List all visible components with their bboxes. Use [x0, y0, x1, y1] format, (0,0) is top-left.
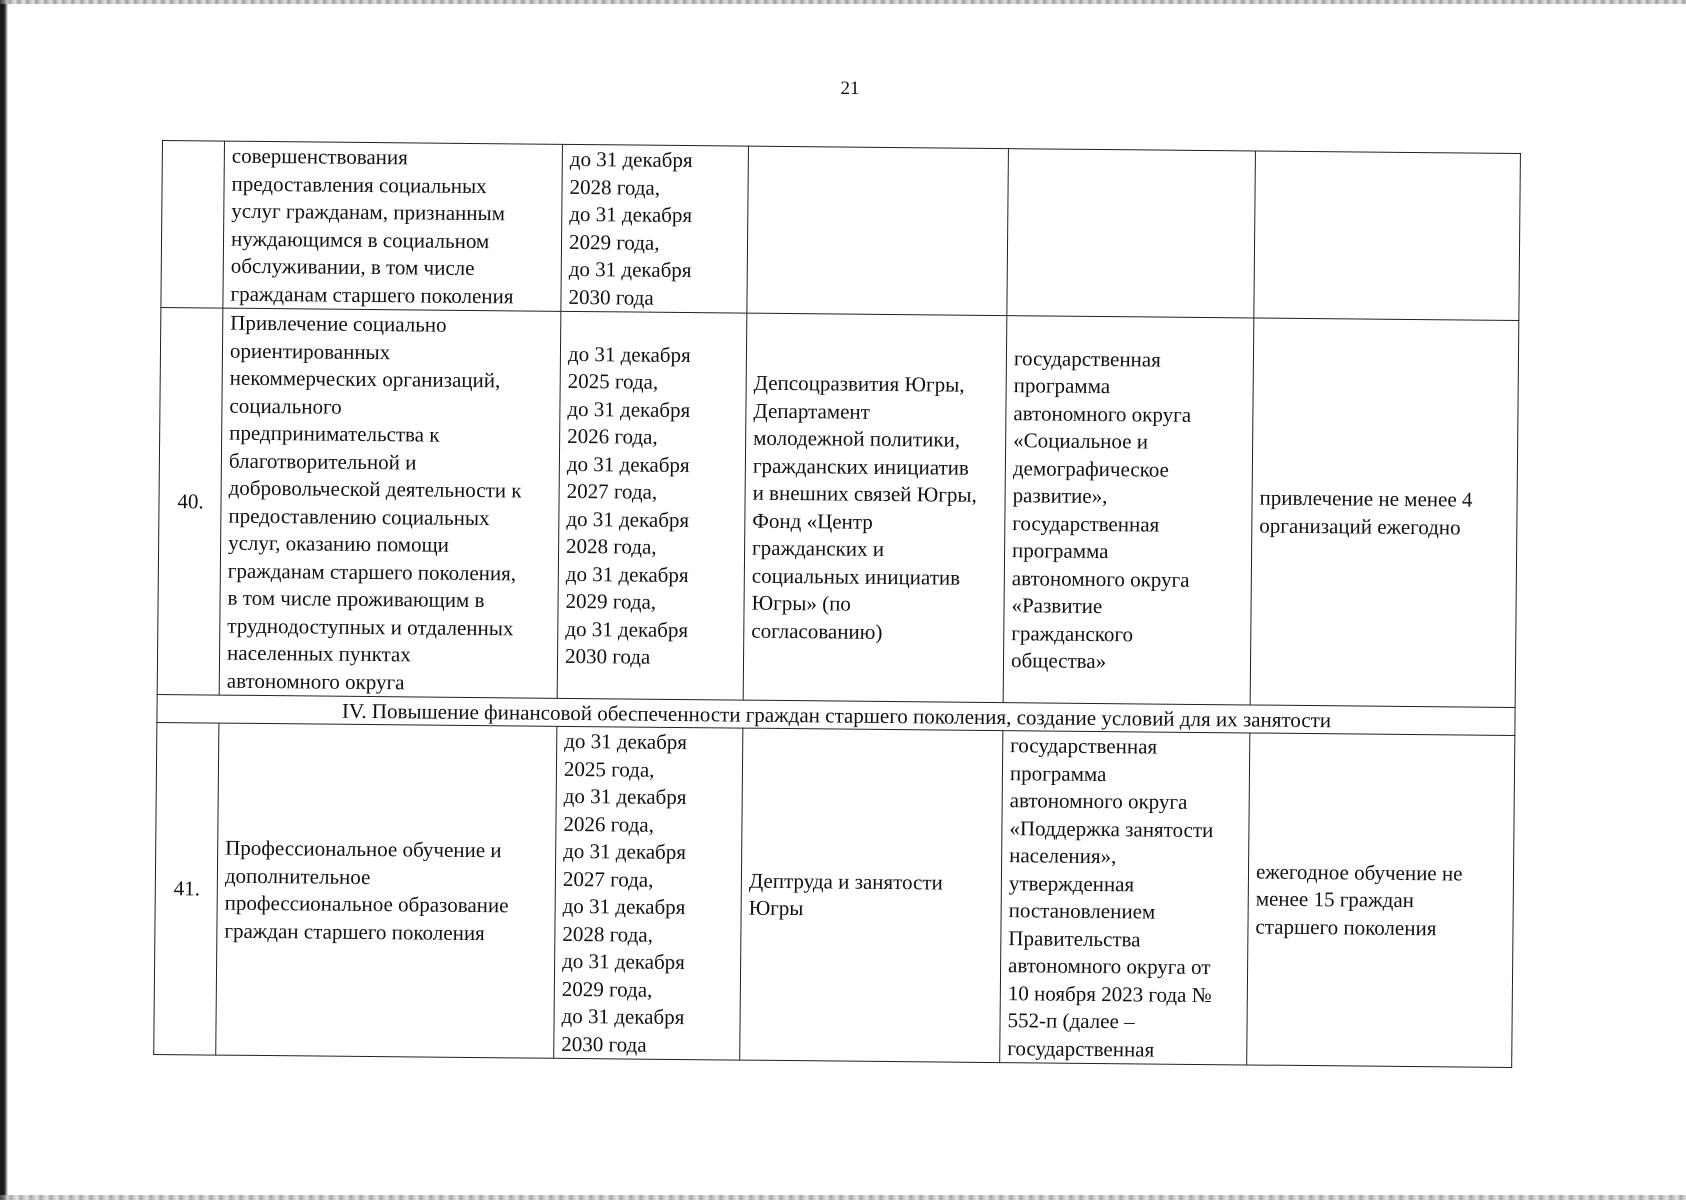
cell-text-line: организаций ежегодно — [1259, 513, 1461, 539]
executor-cell — [740, 728, 1003, 1062]
executor-cell — [747, 146, 1009, 315]
cell-text-line: 2028 года, — [569, 174, 661, 200]
cell-text-line: демографическое — [1012, 455, 1170, 482]
cell-text-line: до 31 декабря — [568, 256, 692, 283]
cell-text-line: 10 ноября 2023 года № — [1007, 980, 1212, 1007]
cell-text-line: до 31 декабря — [567, 396, 691, 422]
cell-text-line: граждан старшего поколения — [224, 918, 485, 945]
action-cell — [223, 141, 563, 311]
cell-text-line: государственная — [1013, 345, 1161, 372]
cell-text-line: в том числе проживающим в — [227, 585, 485, 613]
program-cell — [1007, 149, 1256, 318]
table-row — [157, 307, 1519, 707]
cell-text-line: социального — [229, 393, 342, 419]
cell-text-line: Департамент — [753, 398, 871, 424]
cell-text-line: услуг, оказанию помощи — [228, 530, 450, 557]
cell-text-line: социальных инициатив — [751, 563, 961, 590]
action-cell — [219, 308, 561, 698]
cell-text-line: 2026 года, — [567, 423, 658, 449]
cell-text-line: автономного округа — [226, 668, 405, 694]
scan-edge-bottom — [0, 1195, 1686, 1200]
cell-text-line: Югры — [748, 895, 804, 921]
cell-text-line: «Социальное и — [1013, 428, 1149, 454]
cell-text-line: до 31 декабря — [561, 1003, 685, 1030]
cell-text-line: населения», — [1009, 843, 1117, 869]
cell-text-line: 2028 года, — [566, 533, 657, 559]
cell-text-line: нуждающимся в социальном — [230, 226, 490, 253]
cell-text-line: программа — [1013, 373, 1111, 399]
cell-text-line: населенных пунктах — [226, 640, 411, 667]
cell-text-line: «Развитие — [1011, 593, 1103, 619]
cell-text-line: предоставлению социальных — [228, 503, 490, 530]
section-title: IV. Повышение финансовой обеспеченности граждан старшего поколения, создание условий для их занятости — [157, 694, 1515, 735]
cell-text-line: 2027 года, — [566, 478, 658, 504]
page-number: 21 — [840, 78, 860, 99]
action-plan-table — [153, 140, 1521, 1068]
cell-text-line: молодежной политики, — [753, 425, 961, 452]
cell-text-line: 2029 года, — [568, 229, 660, 255]
cell-text-line: 2026 года, — [563, 811, 655, 837]
table-row — [154, 722, 1515, 1067]
cell-text-line: гражданам старшего поколения, — [227, 558, 517, 585]
cell-text-line: услуг гражданам, признанным — [231, 198, 506, 226]
cell-text-line: автономного округа — [1009, 788, 1188, 814]
cell-text-line: 2030 года — [561, 1031, 647, 1057]
cell-text-line: 2027 года, — [562, 866, 654, 892]
cell-text-line: ориентированных — [229, 338, 391, 364]
cell-text-line: 2025 года, — [563, 756, 655, 782]
cell-text-line: дополнительное — [224, 863, 371, 889]
cell-text-line: до 31 декабря — [569, 201, 693, 228]
cell-text-line: Депсоцразвития Югры, — [753, 370, 965, 397]
scan-edge-left — [0, 0, 8, 1200]
cell-text-line: 552-п (далее – — [1007, 1008, 1135, 1034]
cell-text-line: 2030 года — [564, 643, 651, 669]
cell-text-line: добровольческой деятельности к — [228, 475, 522, 503]
cell-text-line: предпринимательства к — [229, 420, 440, 447]
table-row — [161, 141, 1521, 321]
cell-text-line: 2029 года, — [561, 976, 653, 1002]
cell-text-line: Фонд «Центр — [752, 508, 873, 534]
deadline-cell — [557, 311, 747, 700]
cell-text-line: до 31 декабря — [562, 893, 686, 920]
cell-text-line: до 31 декабря — [566, 451, 690, 477]
cell-text-line: до 31 декабря — [565, 616, 689, 642]
cell-text-line: привлечение не менее 4 — [1259, 485, 1473, 512]
cell-text-line: государственная — [1007, 1035, 1155, 1062]
row-number — [161, 141, 225, 309]
result-cell — [1254, 151, 1521, 321]
cell-text-line: государственная — [1010, 733, 1158, 759]
cell-text-line: гражданского — [1011, 620, 1134, 646]
scan-edge-top — [0, 0, 1686, 4]
cell-text-line: программа — [1009, 760, 1107, 786]
cell-text-line: благотворительной и — [228, 448, 417, 474]
cell-text-line: профессиональное образование — [224, 890, 509, 918]
cell-text-line: обслуживании, в том числе — [230, 253, 475, 281]
cell-text-line: постановлением — [1008, 898, 1156, 924]
cell-text-line: 2028 года, — [562, 921, 654, 947]
row-number: 40. — [157, 307, 223, 695]
cell-text-line: программа — [1011, 538, 1109, 564]
deadline-cell — [561, 144, 749, 313]
cell-text-line: менее 15 граждан — [1255, 886, 1415, 913]
action-cell — [216, 723, 557, 1058]
program-cell — [1003, 316, 1254, 705]
cell-text-line: Привлечение социально — [230, 310, 447, 337]
cell-text-line: «Поддержка занятости — [1009, 815, 1214, 842]
cell-text-line: автономного округа от — [1008, 953, 1211, 980]
cell-text-line: Профессиональное обучение и — [225, 835, 502, 863]
cell-text-line: 2025 года, — [567, 368, 659, 394]
cell-text-line: старшего поколения — [1255, 914, 1437, 941]
cell-text-line: 2030 года — [568, 284, 654, 310]
cell-text-line: автономного округа — [1011, 565, 1190, 592]
cell-text-line: и внешних связей Югры, — [752, 480, 977, 507]
cell-text-line: Правительства — [1008, 925, 1141, 951]
cell-text-line: до 31 декабря — [566, 506, 690, 532]
cell-text-line: утвержденная — [1008, 870, 1135, 896]
cell-text-line: Югры» (по — [751, 590, 851, 616]
cell-text-line: до 31 декабря — [562, 948, 685, 975]
cell-text-line: до 31 декабря — [564, 728, 688, 755]
cell-text-line: совершенствования — [231, 143, 408, 170]
cell-text-line: до 31 декабря — [565, 561, 689, 587]
cell-text-line: общества» — [1010, 648, 1107, 674]
cell-text-line: развитие», — [1012, 483, 1108, 509]
row-number: 41. — [154, 722, 219, 1055]
executor-cell — [743, 313, 1007, 702]
cell-text-line: ежегодное обучение не — [1255, 859, 1463, 886]
result-cell — [1247, 733, 1515, 1068]
cell-text-line: до 31 декабря — [563, 783, 687, 810]
cell-text-line: гражданам старшего поколения — [230, 281, 514, 308]
cell-text-line: до 31 декабря — [567, 341, 691, 367]
deadline-cell — [554, 726, 743, 1060]
cell-text-line: государственная — [1012, 510, 1160, 537]
cell-text-line: некоммерческих организаций, — [229, 365, 501, 393]
cell-text-line: гражданских инициатив — [752, 453, 970, 480]
cell-text-line: до 31 декабря — [569, 146, 693, 173]
cell-text-line: Дептруда и занятости — [748, 868, 943, 895]
cell-text-line: предоставления социальных — [231, 171, 487, 198]
cell-text-line: автономного округа — [1013, 400, 1192, 427]
cell-text-line: до 31 декабря — [563, 838, 687, 865]
cell-text-line: 2029 года, — [565, 588, 657, 614]
cell-text-line: труднодоступных и отдаленных — [227, 613, 514, 640]
program-cell — [1000, 731, 1250, 1065]
result-cell — [1250, 318, 1519, 708]
cell-text-line: согласованию) — [751, 618, 883, 644]
cell-text-line: гражданских и — [751, 535, 885, 561]
